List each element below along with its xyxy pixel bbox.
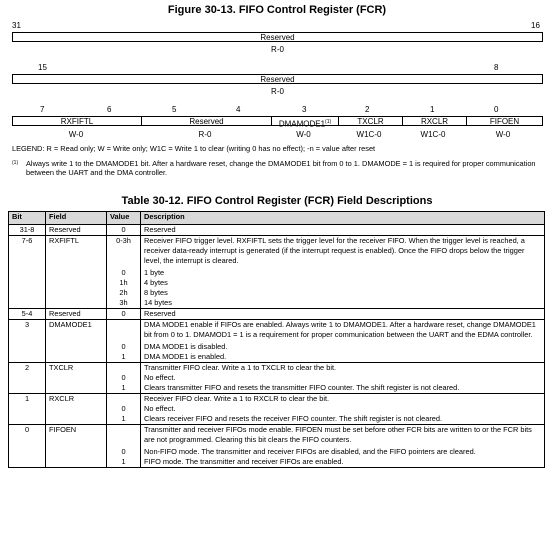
bit-label-5: 5 [172, 105, 177, 114]
access-fifoen: W-0 [495, 130, 511, 139]
row-description: Receiver FIFO trigger level. RXFIFTL sets the trigger level for the receiver FIFO. When the trigger level is reached, a receiver data-ready interrupt is generated (if the interrupt request is enabled). Once the FIFO drops below the trigger level, the interrupt is cleared. [141, 236, 545, 269]
row-value [107, 394, 141, 405]
access-15-8: R-0 [271, 87, 284, 96]
row-description: DMA MODE1 is enabled. [141, 352, 545, 363]
row-description: Receiver FIFO clear. Write a 1 to RXCLR to clear the bit. [141, 394, 545, 405]
access-txclr: W1C-0 [356, 130, 382, 139]
row-bit: 0 [9, 425, 46, 468]
row-value: 1 [107, 383, 141, 394]
row-value: 0 [107, 447, 141, 457]
row-description: DMA MODE1 is disabled. [141, 342, 545, 352]
field-fifoen: FIFOEN [466, 117, 542, 125]
table-row [9, 309, 545, 320]
row-field: RXCLR [46, 394, 107, 425]
row-value [107, 425, 141, 448]
footnote-text: Always write 1 to the DMAMODE1 bit. After a hardware reset, change the DMAMODE1 bit from 0 to 1. DMAMODE = 1 is required for proper communication between the UART and the DMA controller. [26, 159, 536, 177]
header-bit: Bit [9, 212, 46, 225]
access-31-16: R-0 [271, 45, 284, 54]
table-row [9, 425, 545, 448]
field-rxfiftl: RXFIFTL [60, 117, 94, 126]
bit-label-1: 1 [430, 105, 435, 114]
row-value [107, 320, 141, 343]
row-value: 0-3h [107, 236, 141, 269]
bit-label-15: 15 [38, 63, 47, 72]
row-value: 3h [107, 298, 141, 309]
row-description: 4 bytes [141, 278, 545, 288]
row-description: Clears transmitter FIFO and resets the transmitter FIFO counter. The shift register is not cleared. [141, 383, 545, 394]
row-value: 0 [107, 309, 141, 320]
row-field: RXFIFTL [46, 236, 107, 309]
bit-label-16: 16 [531, 21, 540, 30]
row-description: FIFO mode. The transmitter and receiver FIFOs are enabled. [141, 457, 545, 468]
bit-label-6: 6 [107, 105, 112, 114]
reserved-field-31-16: Reserved [12, 32, 543, 42]
bit-label-7: 7 [40, 105, 45, 114]
header-description: Description [141, 212, 545, 225]
figure-title: Figure 30-13. FIFO Control Register (FCR) [167, 4, 387, 16]
field-rxclr: RXCLR [402, 117, 466, 125]
row-value: 0 [107, 404, 141, 414]
footnote-ref: (1) [325, 119, 332, 125]
footnote-marker [12, 159, 26, 169]
row-description: Transmitter and receiver FIFOs mode enable. FIFOEN must be set before other FCR bits are written to or the FCR bits are not programmed. Clearing this bit clears the FIFO counters. [141, 425, 545, 448]
row-value: 1h [107, 278, 141, 288]
row-value [107, 363, 141, 374]
table-title: Table 30-12. FIFO Control Register (FCR) Field Descriptions [121, 195, 433, 207]
access-reserved-5-4: R-0 [198, 130, 212, 139]
access-rxclr: W1C-0 [420, 130, 446, 139]
field-txclr: TXCLR [338, 117, 402, 125]
row-value: 0 [107, 373, 141, 383]
header-field: Field [46, 212, 107, 225]
register-fields-7-0 [12, 116, 543, 129]
table-row [9, 225, 545, 236]
table-header-row [9, 212, 545, 225]
row-bit: 3 [9, 320, 46, 363]
field-dmamode1 [271, 117, 338, 129]
row-value: 2h [107, 288, 141, 298]
table-row [9, 363, 545, 374]
legend: LEGEND: R = Read only; W = Write only; W1C = Write 1 to clear (writing 0 has no effect); -n = value after reset [12, 144, 376, 153]
bit-label-8: 8 [494, 63, 499, 72]
row-bit: 7-6 [9, 236, 46, 309]
access-rxfiftl: W-0 [68, 130, 84, 139]
field-dmamode1-label: DMAMODE1 [278, 119, 326, 129]
table-row [9, 236, 545, 269]
row-value: 0 [107, 342, 141, 352]
field-descriptions-table [8, 211, 545, 468]
row-description: 14 bytes [141, 298, 545, 309]
row-bit: 31-8 [9, 225, 46, 236]
table-row [9, 320, 545, 343]
row-value: 1 [107, 352, 141, 363]
row-description: 1 byte [141, 268, 545, 278]
reserved-field-15-8: Reserved [12, 74, 543, 84]
row-field: FIFOEN [46, 425, 107, 468]
field-reserved-5-4: Reserved [141, 117, 271, 125]
bit-label-31: 31 [12, 21, 21, 30]
row-field: Reserved [46, 309, 107, 320]
row-description: Reserved [141, 309, 545, 320]
row-description: Transmitter FIFO clear. Write a 1 to TXCLR to clear the bit. [141, 363, 545, 374]
bit-label-0: 0 [494, 105, 499, 114]
row-field: Reserved [46, 225, 107, 236]
bit-label-2: 2 [365, 105, 370, 114]
footnote-mark: (1) [12, 160, 19, 166]
row-description: Clears receiver FIFO and resets the receiver FIFO counter. The shift register is not cleared. [141, 414, 545, 425]
bit-label-4: 4 [236, 105, 241, 114]
row-description: Non-FIFO mode. The transmitter and receiver FIFOs are disabled, and the FIFO pointers are cleared. [141, 447, 545, 457]
row-description: No effect. [141, 373, 545, 383]
row-description: No effect. [141, 404, 545, 414]
table-row [9, 394, 545, 405]
row-bit: 5-4 [9, 309, 46, 320]
bit-label-3: 3 [302, 105, 307, 114]
row-value: 1 [107, 414, 141, 425]
access-dmamode1: W-0 [296, 130, 311, 139]
header-value: Value [107, 212, 141, 225]
row-value: 0 [107, 268, 141, 278]
row-description: DMA MODE1 enable if FIFOs are enabled. Always write 1 to DMAMODE1. After a hardware reset, change DMAMODE1 bit from 0 to 1. DMAMOD1 = 1 is a requirement for proper communication between the UART and the EDMA controller. [141, 320, 545, 343]
row-bit: 2 [9, 363, 46, 394]
row-bit: 1 [9, 394, 46, 425]
row-value: 1 [107, 457, 141, 468]
row-value: 0 [107, 225, 141, 236]
row-description: 8 bytes [141, 288, 545, 298]
row-field: DMAMODE1 [46, 320, 107, 363]
row-field: TXCLR [46, 363, 107, 394]
row-description: Reserved [141, 225, 545, 236]
